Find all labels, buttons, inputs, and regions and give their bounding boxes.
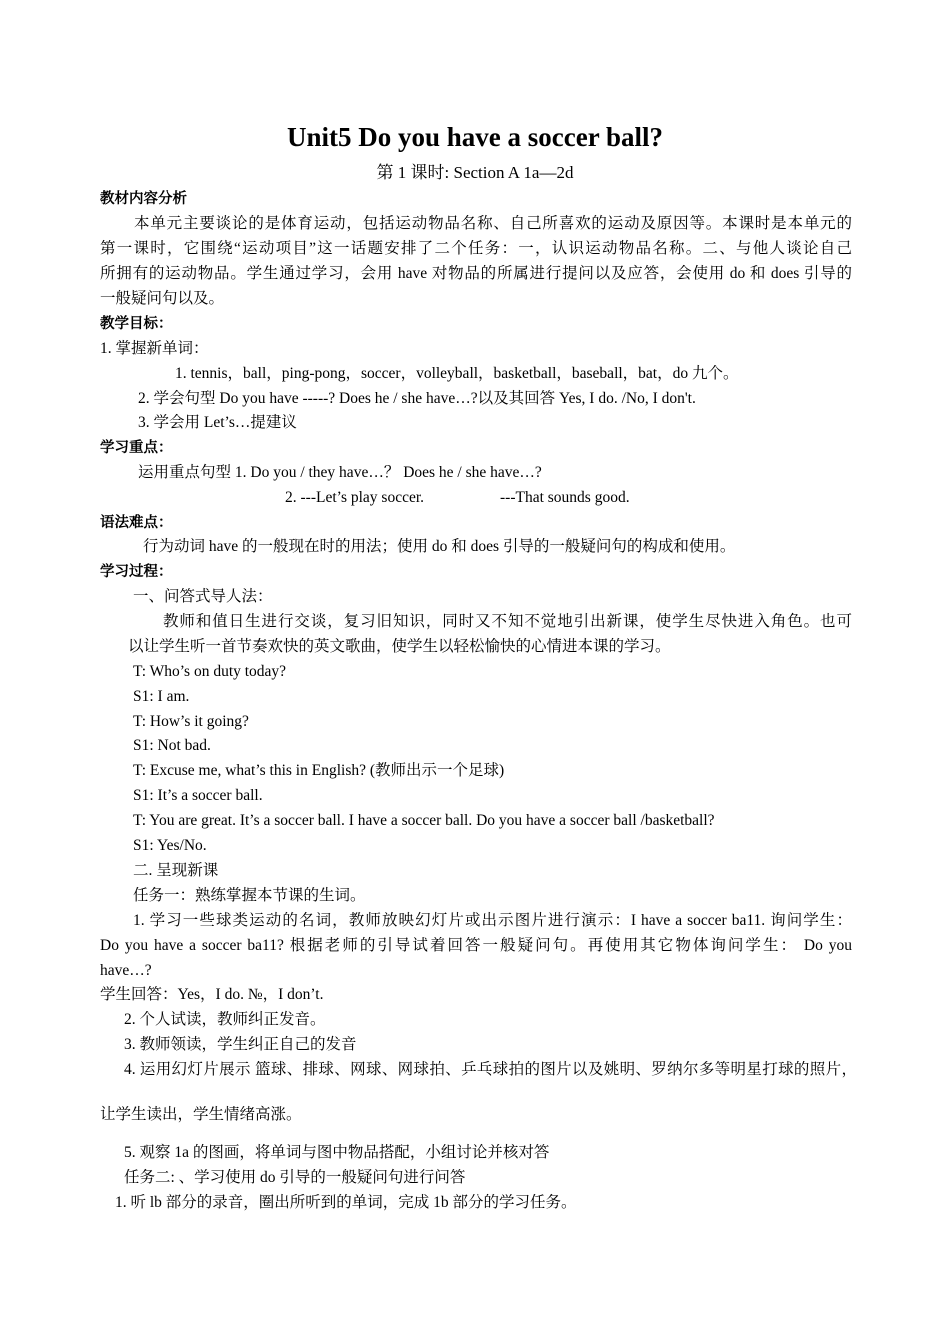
paragraph-line: 一般疑问句以及。 bbox=[100, 290, 225, 307]
dialogue-line: S1: Not bad. bbox=[133, 737, 211, 754]
process-line: have…? bbox=[100, 962, 152, 979]
difficulty-line: 行为动词 have 的一般现在时的用法；使用 do 和 does 引导的一般疑问句的构成和使用。 bbox=[143, 538, 736, 555]
process-line: 2. 个人试读，教师纠正发音。 bbox=[124, 1011, 326, 1028]
dialogue-line: T: How’s it going? bbox=[133, 713, 249, 730]
section-heading-analysis: 教材内容分析 bbox=[100, 191, 187, 207]
process-line: 1. 听 lb 部分的录音，圈出所听到的单词，完成 1b 部分的学习任务。 bbox=[115, 1194, 577, 1211]
process-line: 4. 运用幻灯片展示 篮球、排球、网球、网球拍、乒乓球拍的图片以及姚明、罗纳尔多等明星打球的照片， bbox=[124, 1061, 857, 1078]
process-line: 让学生读出，学生情绪高涨。 bbox=[100, 1106, 302, 1123]
goal-item: 1. 掌握新单词： bbox=[100, 340, 209, 357]
page-subtitle: 第 1 课时: Section A 1a—2d bbox=[376, 163, 574, 182]
paragraph-line: 第一课时，它围绕“运动项目”这一话题安排了二个任务：一，认识运动物品名称。二、与他人谈论自己 bbox=[100, 240, 852, 257]
key-point-line: ---That sounds good. bbox=[500, 489, 630, 506]
goal-item: 3. 学会用 Let’s…提建议 bbox=[138, 414, 297, 431]
process-line: 二. 呈现新课 bbox=[133, 862, 219, 879]
process-line: 任务一：熟练掌握本节课的生词。 bbox=[133, 887, 366, 904]
dialogue-line: T: Who’s on duty today? bbox=[133, 663, 287, 680]
dialogue-line: S1: Yes/No. bbox=[133, 837, 207, 854]
section-heading-key-points: 学习重点： bbox=[100, 440, 173, 456]
paragraph-line: 本单元主要谈论的是体育运动，包括运动物品名称、自己所喜欢的运动及原因等。本课时是本单元的 bbox=[134, 215, 852, 232]
goal-item: 2. 学会句型 Do you have -----? Does he / she have…?以及其回答 Yes, I do. /No, I don't. bbox=[138, 390, 696, 407]
paragraph-line: 所拥有的运动物品。学生通过学习，会用 have 对物品的所属进行提问以及应答，会使用 do 和 does 引导的 bbox=[100, 265, 852, 282]
key-point-line: 运用重点句型 1. Do you / they have…？ Does he / she have…? bbox=[138, 464, 542, 481]
goal-item: 1. tennis，ball，ping-pong，soccer，volleyball，basketball，baseball，bat，do 九个。 bbox=[175, 365, 739, 382]
process-line: Do you have a soccer ba11? 根据老师的引导试着回答一般疑问句。再使用其它物体询问学生： Do you bbox=[100, 937, 852, 954]
process-line: 任务二: 、学习使用 do 引导的一般疑问句进行问答 bbox=[124, 1169, 466, 1186]
page-title: Unit5 Do you have a soccer ball? bbox=[287, 122, 663, 152]
process-line: 3. 教师领读，学生纠正自己的发音 bbox=[124, 1036, 357, 1053]
section-heading-goals: 教学目标： bbox=[100, 316, 173, 332]
process-line: 1. 学习一些球类运动的名词，教师放映幻灯片或出示图片进行演示：I have a soccer ba11. 询问学生： bbox=[133, 912, 852, 929]
section-heading-process: 学习过程： bbox=[100, 564, 173, 580]
dialogue-line: T: You are great. It’s a soccer ball. I have a soccer ball. Do you have a soccer ball /basketball? bbox=[133, 812, 715, 829]
process-line: 5. 观察 1a 的图画，将单词与图中物品搭配，小组讨论并核对答 bbox=[124, 1144, 550, 1161]
key-point-line: 2. ---Let’s play soccer. bbox=[285, 489, 425, 506]
process-line: 以让学生听一首节奏欢快的英文歌曲，使学生以轻松愉快的心情进本课的学习。 bbox=[128, 638, 671, 655]
process-line: 学生回答：Yes，I do. №，I don’t. bbox=[100, 986, 324, 1003]
dialogue-line: S1: I am. bbox=[133, 688, 190, 705]
dialogue-line: T: Excuse me, what’s this in English? (教师出示一个足球) bbox=[133, 762, 505, 779]
section-heading-difficulties: 语法难点： bbox=[100, 515, 173, 531]
process-line: 教师和值日生进行交谈，复习旧知识，同时又不知不觉地引出新课，使学生尽快进入角色。也可 bbox=[163, 613, 852, 630]
dialogue-line: S1: It’s a soccer ball. bbox=[133, 787, 263, 804]
process-line: 一、问答式导人法： bbox=[133, 588, 273, 605]
